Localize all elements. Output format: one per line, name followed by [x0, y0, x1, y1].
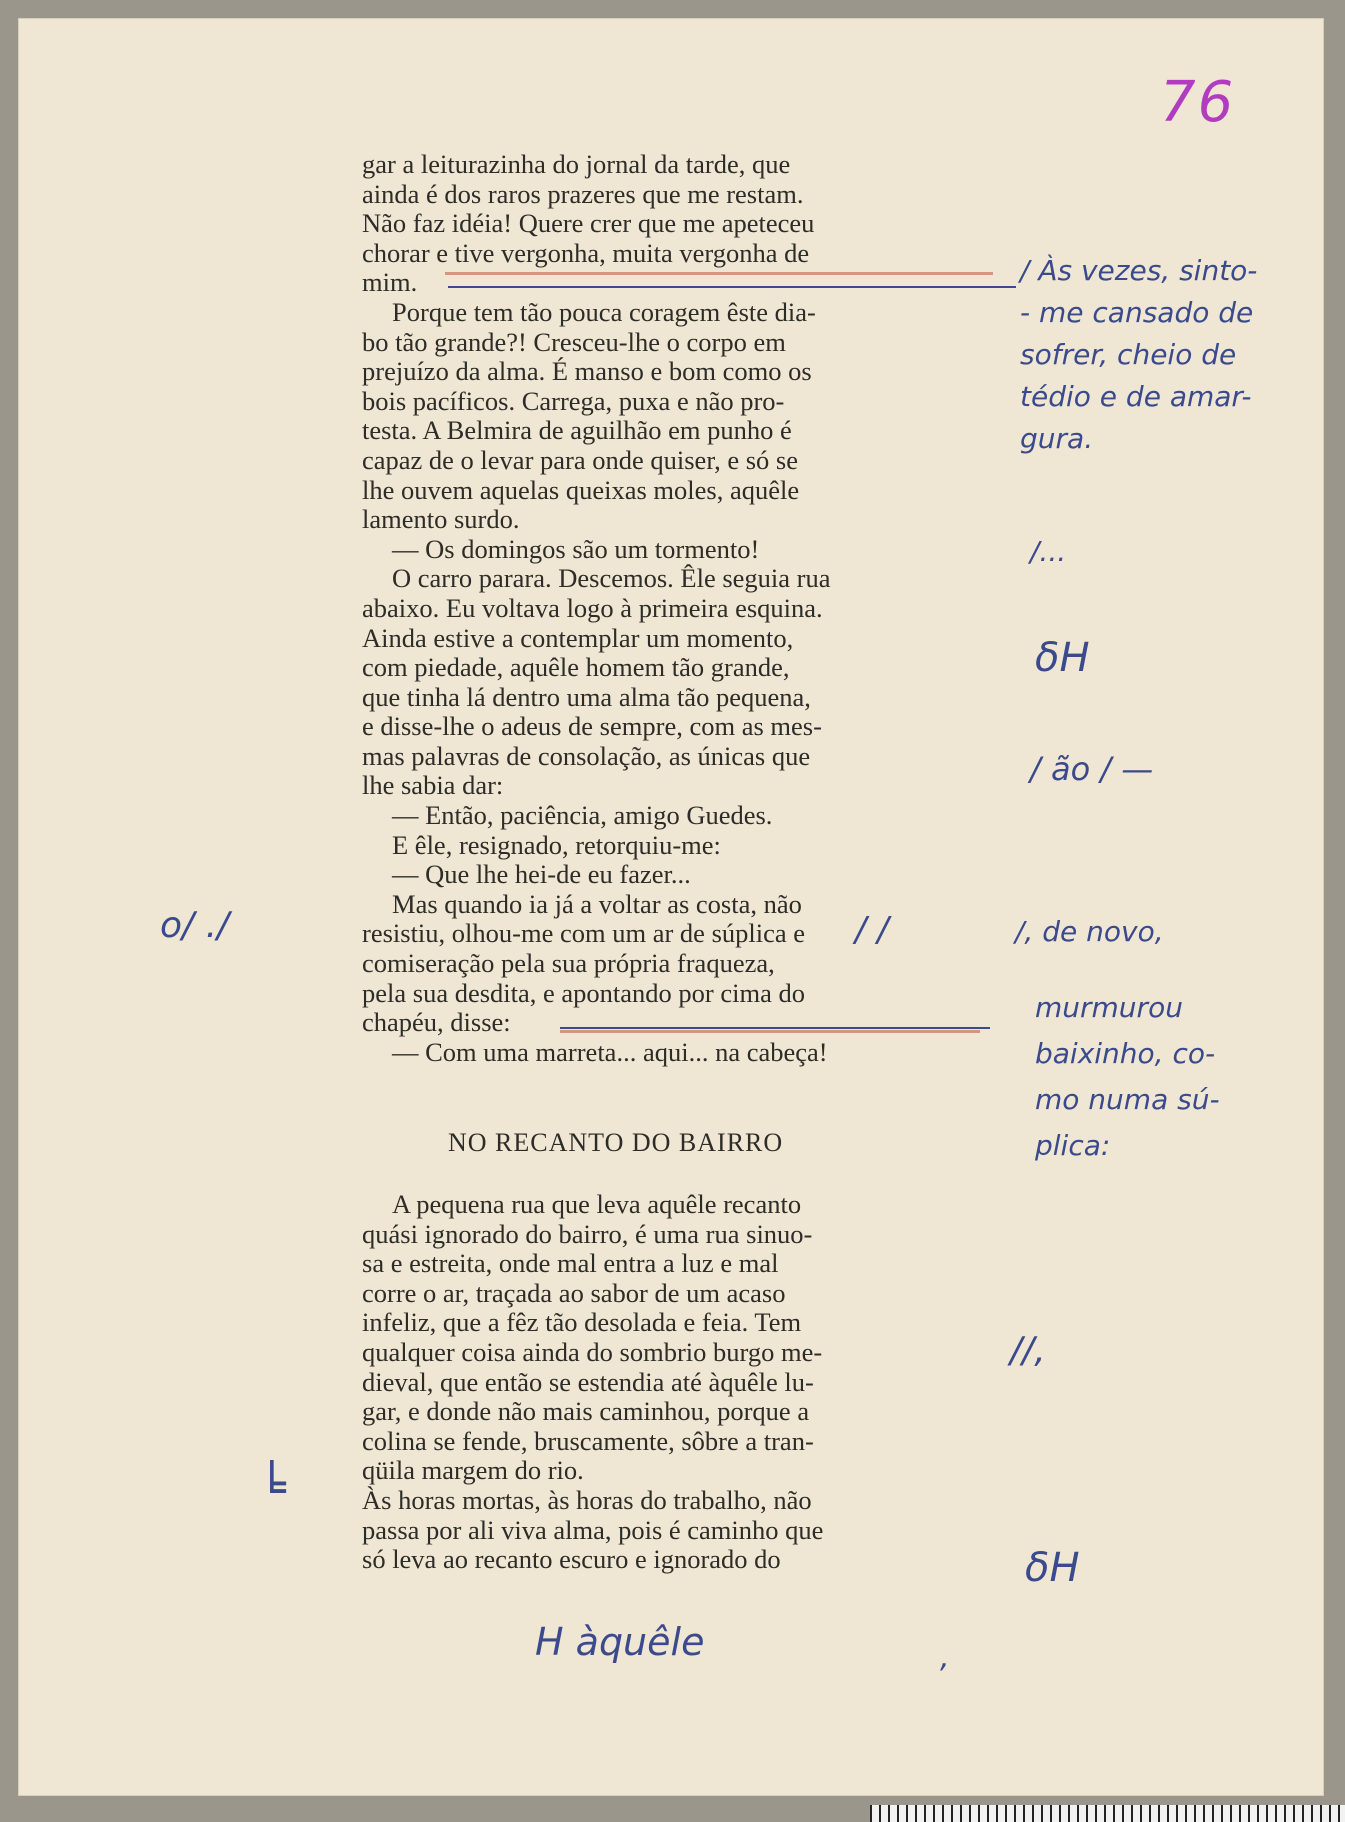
handwritten-note: δH: [1025, 1545, 1080, 1591]
red-underline: [445, 272, 993, 275]
handwritten-note: ,: [940, 1640, 950, 1675]
text-line: gar a leiturazinha do jornal da tarde, que: [362, 149, 791, 179]
note-line: - me cansado de: [1020, 296, 1254, 329]
handwritten-note: [1020, 250, 1257, 460]
handwritten-note: //,: [1010, 1330, 1046, 1371]
text-line: — Com uma marreta... aqui... na cabeça!: [392, 1036, 828, 1067]
text-line: quási ignorado do bairro, é uma rua sinuo-: [362, 1218, 813, 1249]
text-line: lhe ouvem aquelas queixas moles, aquêle: [362, 474, 800, 505]
strike-line: [448, 286, 1016, 288]
text-line: prejuízo da alma. É manso e bom como os: [362, 356, 812, 387]
text-line: ainda é dos raros prazeres que me restam.: [362, 178, 804, 209]
text-line: que tinha lá dentro uma alma tão pequena,: [362, 681, 811, 712]
red-underline: [560, 1030, 980, 1033]
text-line: chorar e tive vergonha, muita vergonha de: [362, 237, 810, 268]
handwritten-note: ╘: [258, 1460, 286, 1514]
text-line: pela sua desdita, e apontando por cima do: [362, 977, 805, 1008]
note-line: plica:: [1035, 1129, 1111, 1162]
text-line: testa. A Belmira de aguilhão em punho é: [362, 415, 792, 446]
text-line: só leva ao recanto escuro e ignorado do: [362, 1544, 781, 1575]
handwritten-note: [1035, 985, 1220, 1169]
note-line: tédio e de amar-: [1020, 380, 1252, 413]
text-line: — Que lhe hei-de eu fazer...: [392, 859, 691, 890]
text-line: e disse-lhe o adeus de sempre, com as mes-: [362, 711, 822, 742]
text-line: Às horas mortas, às horas do trabalho, não: [362, 1484, 812, 1515]
text-line: — Os domingos são um tormento!: [392, 533, 760, 564]
text-line: lhe sabia dar:: [362, 770, 504, 801]
handwritten-note: / /: [855, 910, 889, 950]
page-number: 76: [1160, 70, 1236, 135]
text-line: bo tão grande?! Cresceu-lhe o corpo em: [362, 326, 786, 357]
text-line: Mas quando ia já a voltar as costa, não: [392, 888, 802, 919]
text-line: abaixo. Eu voltava logo à primeira esquina.: [362, 592, 823, 623]
text-line: Ainda estive a contemplar um momento,: [362, 622, 794, 653]
note-line: mo numa sú-: [1035, 1083, 1220, 1116]
handwritten-note: H àquêle: [535, 1620, 705, 1664]
text-line: O carro parara. Descemos. Êle seguia rua: [392, 563, 831, 594]
note-line: / Às vezes, sinto-: [1020, 254, 1258, 287]
text-line: — Então, paciência, amigo Guedes.: [392, 800, 773, 831]
text-line: mim.: [362, 267, 418, 298]
text-line: infeliz, que a fêz tão desolada e feia. Tem: [362, 1307, 802, 1338]
text-line: mas palavras de consolação, as únicas que: [362, 740, 811, 771]
text-line: resistiu, olhou-me com um ar de súplica e: [362, 918, 806, 949]
strike-line: [560, 1027, 990, 1029]
text-line: capaz de o levar para onde quiser, e só se: [362, 444, 798, 475]
handwritten-note: /...: [1030, 535, 1067, 568]
text-line: A pequena rua que leva aquêle recanto: [392, 1189, 802, 1219]
text-line: com piedade, aquêle homem tão grande,: [362, 652, 790, 683]
text-line: qüila margem do rio.: [362, 1455, 584, 1486]
text-line: E êle, resignado, retorquiu-me:: [392, 829, 721, 860]
text-line: gar, e donde não mais caminhou, porque a: [362, 1396, 810, 1427]
note-line: sofrer, cheio de: [1020, 338, 1237, 371]
text-line: qualquer coisa ainda do sombrio burgo me-: [362, 1336, 823, 1367]
text-line: dieval, que então se estendia até àquêle lu-: [362, 1366, 814, 1397]
section-heading: NO RECANTO DO BAIRRO: [448, 1128, 784, 1157]
text-line: chapéu, disse:: [362, 1007, 511, 1038]
text-line: passa por ali viva alma, pois é caminho que: [362, 1514, 824, 1545]
text-line: bois pacíficos. Carrega, puxa e não pro-: [362, 385, 785, 416]
text-line: sa e estreita, onde mal entra a luz e mal: [362, 1248, 779, 1279]
text-line: Não faz idéia! Quere crer que me apeteceu: [362, 208, 815, 239]
handwritten-note: o/ ./: [160, 905, 230, 946]
handwritten-note: δH: [1035, 635, 1090, 681]
note-line: baixinho, co-: [1035, 1037, 1216, 1070]
scale-ruler: [870, 1805, 1345, 1822]
printed-text-bottom: [362, 1190, 972, 1575]
text-line: comiseração pela sua própria fraqueza,: [362, 948, 775, 979]
handwritten-note: /, de novo,: [1015, 915, 1164, 948]
note-line: murmurou: [1035, 991, 1183, 1024]
note-line: gura.: [1020, 422, 1094, 455]
text-line: corre o ar, traçada ao sabor de um acaso: [362, 1277, 786, 1308]
handwritten-note: / ão / —: [1030, 750, 1154, 788]
text-line: Porque tem tão pouca coragem êste dia-: [392, 296, 816, 327]
text-line: lamento surdo.: [362, 504, 520, 535]
text-line: colina se fende, bruscamente, sôbre a tran-: [362, 1425, 814, 1456]
